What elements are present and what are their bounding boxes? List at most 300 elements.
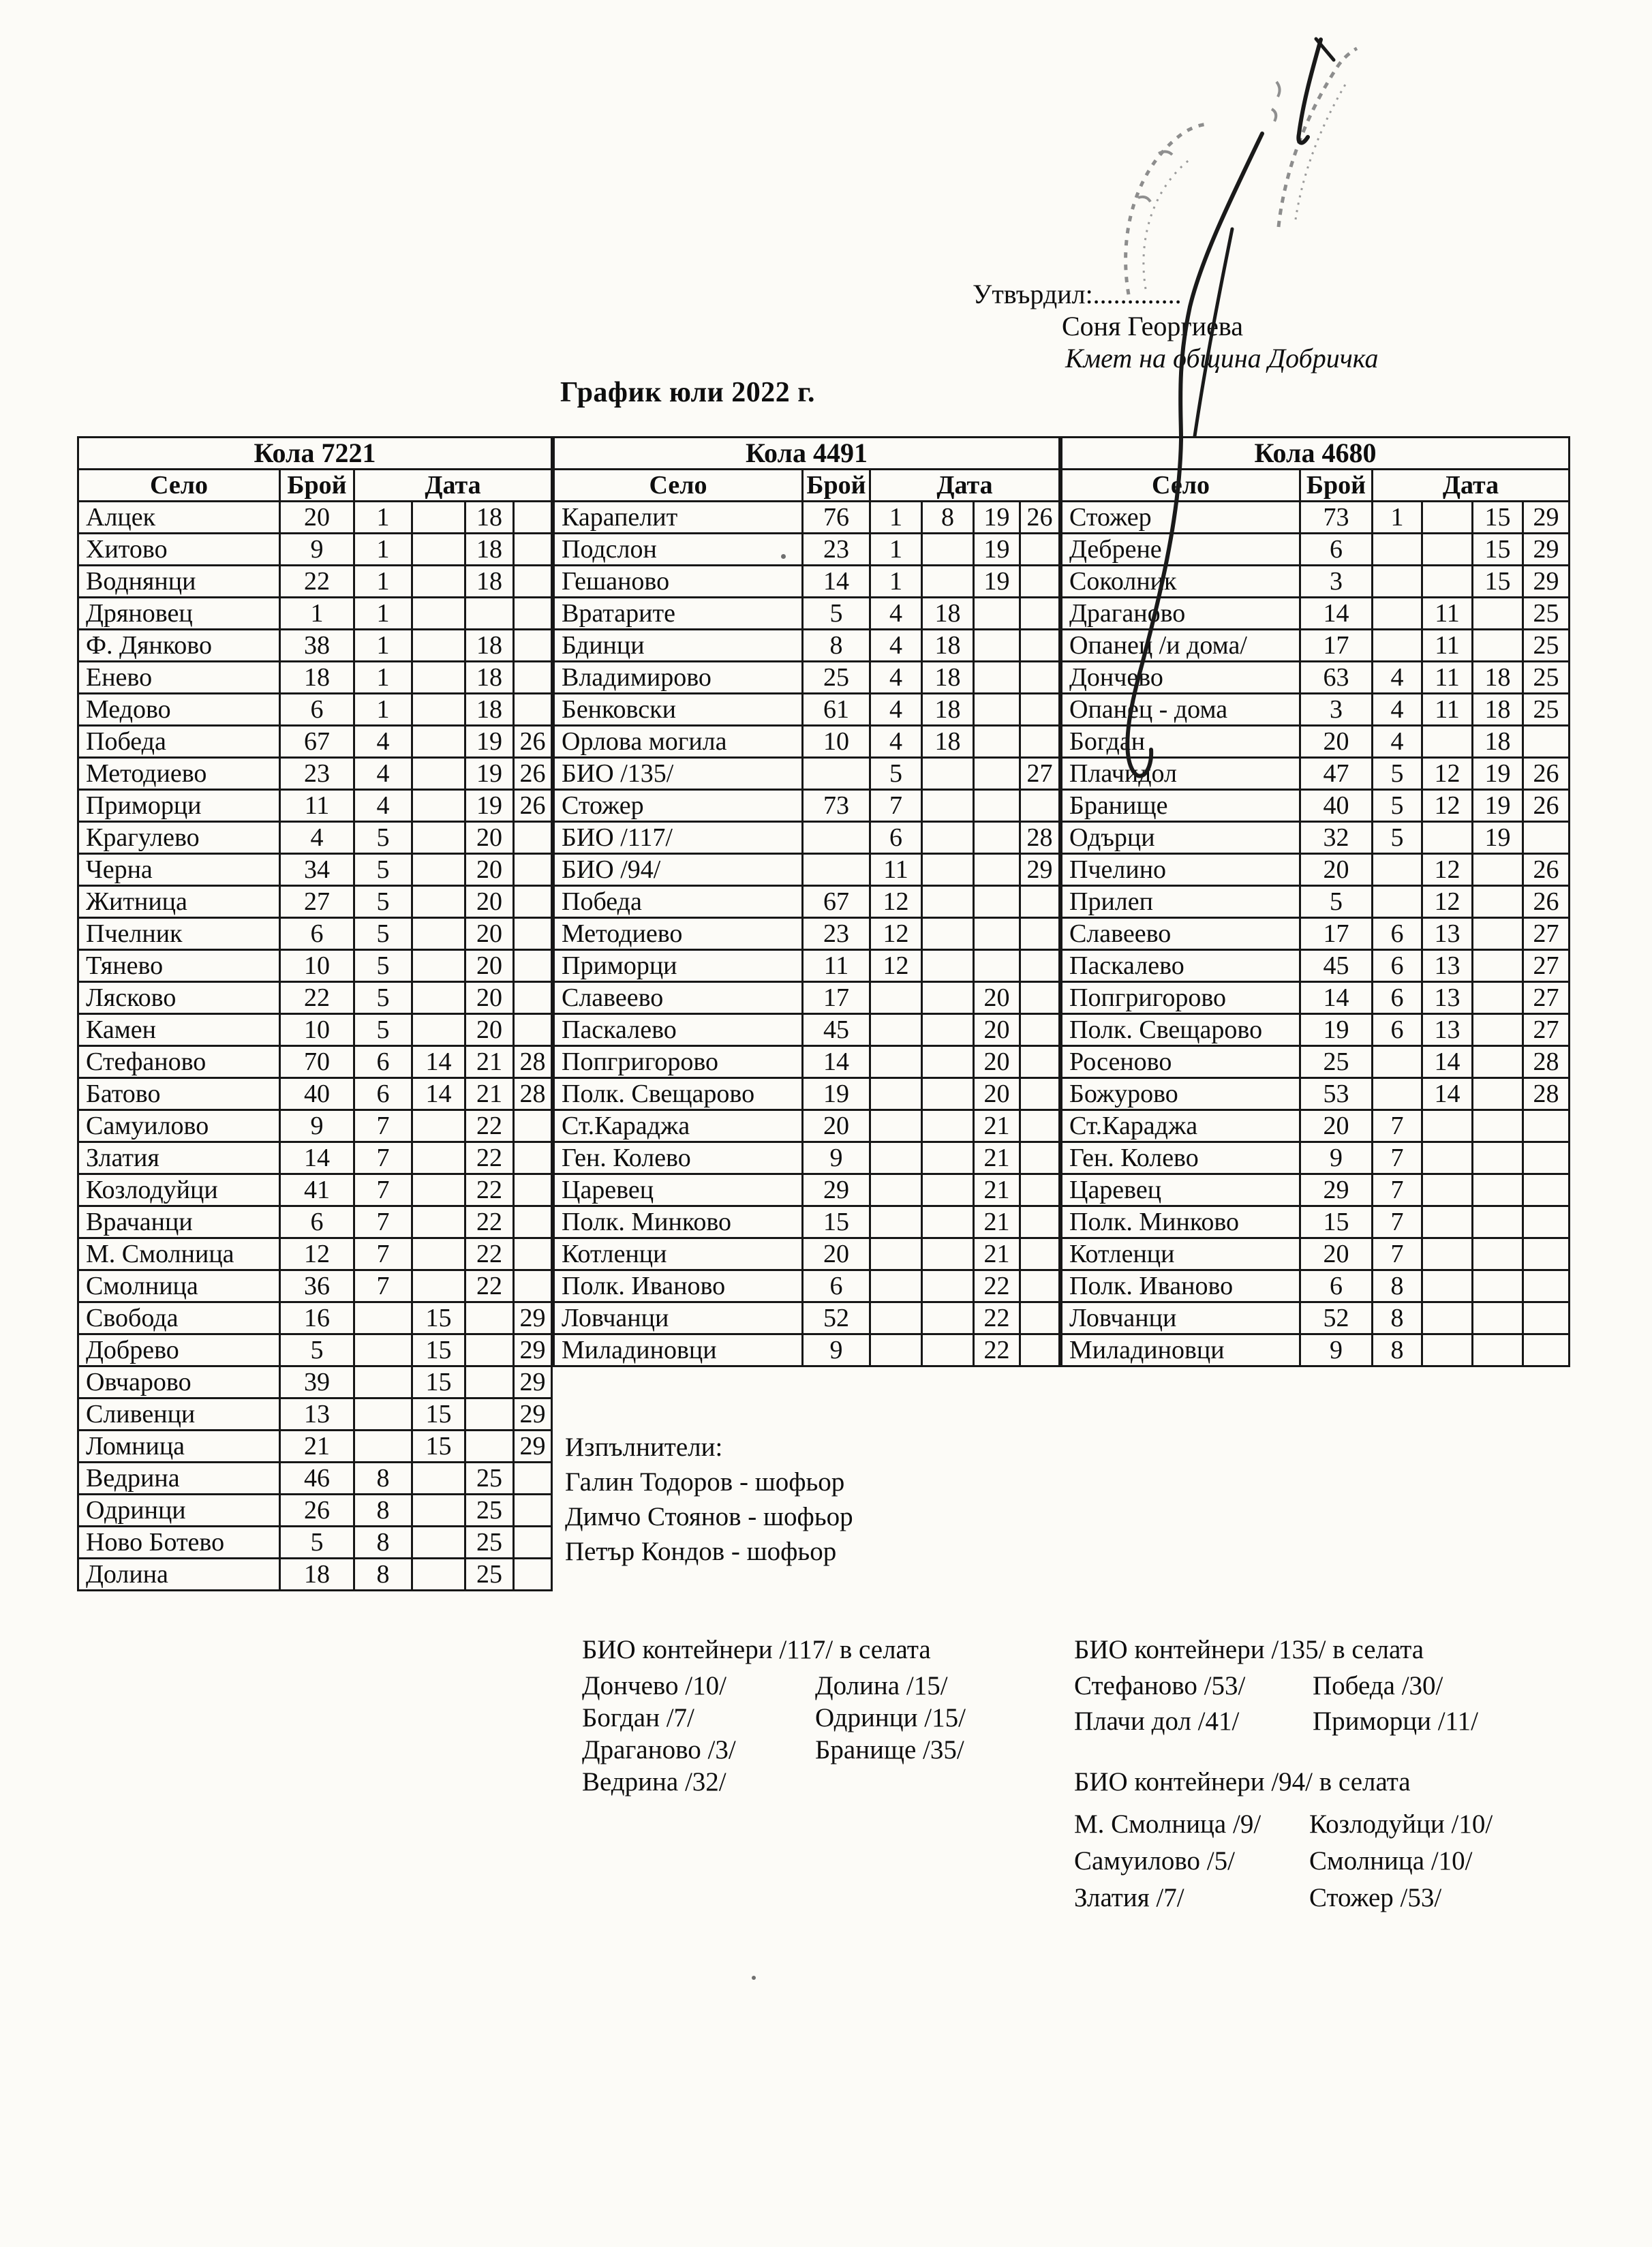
- date-cell: 5: [354, 886, 412, 918]
- date-cell: [514, 502, 552, 534]
- date-cell: [1020, 630, 1060, 662]
- date-cell: [922, 758, 974, 790]
- village-cell: Козлодуйци: [78, 1174, 280, 1206]
- count-cell: 11: [803, 950, 870, 982]
- date-cell: 29: [1523, 534, 1570, 566]
- bio-village-entry: Долина /15/: [815, 1671, 948, 1700]
- village-cell: Богдан: [1062, 726, 1300, 758]
- date-cell: [1373, 630, 1422, 662]
- date-cell: [412, 758, 465, 790]
- date-cell: 18: [1473, 662, 1523, 694]
- table-row: [78, 1206, 552, 1238]
- count-cell: 36: [280, 1270, 354, 1302]
- date-cell: [465, 1431, 514, 1463]
- bio-117-col1: [582, 1670, 736, 1798]
- schedule-tables: [77, 436, 1570, 1591]
- count-cell: 17: [803, 982, 870, 1014]
- date-cell: 25: [465, 1527, 514, 1559]
- date-cell: [1020, 1334, 1060, 1366]
- village-cell: Методиево: [78, 758, 280, 790]
- date-cell: 20: [465, 918, 514, 950]
- date-cell: 11: [1422, 694, 1473, 726]
- table-row: [78, 630, 552, 662]
- count-cell: 14: [803, 566, 870, 598]
- bio-village-entry: Победа /30/: [1313, 1671, 1443, 1700]
- date-cell: [922, 1014, 974, 1046]
- date-cell: 7: [1373, 1238, 1422, 1270]
- village-cell: Врачанци: [78, 1206, 280, 1238]
- village-cell: Ст.Караджа: [1062, 1110, 1300, 1142]
- date-cell: 28: [1020, 822, 1060, 854]
- date-cell: 20: [465, 886, 514, 918]
- table-row: [554, 630, 1060, 662]
- table-row: [1062, 1174, 1570, 1206]
- date-cell: 19: [974, 534, 1020, 566]
- date-cell: [1422, 1110, 1473, 1142]
- table-row: [1062, 1142, 1570, 1174]
- date-cell: [1473, 1206, 1523, 1238]
- date-cell: [1523, 822, 1570, 854]
- date-cell: 1: [354, 662, 412, 694]
- count-cell: 10: [280, 950, 354, 982]
- date-cell: 29: [1523, 502, 1570, 534]
- count-cell: 26: [280, 1495, 354, 1527]
- count-cell: 9: [1300, 1334, 1373, 1366]
- date-cell: [922, 822, 974, 854]
- date-cell: 21: [974, 1206, 1020, 1238]
- date-cell: [412, 1174, 465, 1206]
- village-cell: Черна: [78, 854, 280, 886]
- table-row: [78, 694, 552, 726]
- village-cell: БИО /117/: [554, 822, 803, 854]
- table-row: [78, 790, 552, 822]
- date-cell: [1020, 694, 1060, 726]
- count-cell: 11: [280, 790, 354, 822]
- date-cell: 22: [465, 1142, 514, 1174]
- village-cell: Победа: [554, 886, 803, 918]
- date-cell: 12: [870, 918, 922, 950]
- count-cell: 8: [803, 630, 870, 662]
- signature-stroke-tick: [1316, 39, 1334, 60]
- bio-village-entry: Стожер /53/: [1309, 1883, 1442, 1912]
- date-cell: 20: [465, 982, 514, 1014]
- date-cell: 29: [1523, 566, 1570, 598]
- date-cell: [354, 1334, 412, 1366]
- table-row: [78, 1174, 552, 1206]
- date-cell: 26: [1020, 502, 1060, 534]
- date-cell: [1523, 1206, 1570, 1238]
- executors-label: Изпълнители:: [565, 1433, 723, 1462]
- date-cell: 12: [1422, 854, 1473, 886]
- date-cell: [412, 726, 465, 758]
- date-cell: [354, 1302, 412, 1334]
- date-cell: 8: [922, 502, 974, 534]
- date-cell: [870, 982, 922, 1014]
- village-cell: Методиево: [554, 918, 803, 950]
- date-cell: 25: [1523, 694, 1570, 726]
- date-cell: 27: [1523, 918, 1570, 950]
- date-cell: [1020, 1046, 1060, 1078]
- village-cell: Вратарите: [554, 598, 803, 630]
- date-cell: [1523, 1142, 1570, 1174]
- table-row: [78, 1014, 552, 1046]
- count-cell: 22: [280, 982, 354, 1014]
- date-cell: [922, 1206, 974, 1238]
- date-cell: [412, 1495, 465, 1527]
- date-cell: 21: [974, 1142, 1020, 1174]
- date-cell: 1: [870, 502, 922, 534]
- date-cell: 6: [870, 822, 922, 854]
- date-cell: [1020, 662, 1060, 694]
- date-cell: 13: [1422, 918, 1473, 950]
- date-cell: [1020, 1142, 1060, 1174]
- table-row: [78, 1334, 552, 1366]
- date-cell: [870, 1110, 922, 1142]
- village-cell: Котленци: [554, 1238, 803, 1270]
- date-cell: 29: [514, 1366, 552, 1398]
- column-header-date: Дата: [1373, 470, 1570, 502]
- date-cell: 26: [1523, 758, 1570, 790]
- date-cell: 1: [1373, 502, 1422, 534]
- count-cell: 32: [1300, 822, 1373, 854]
- table-row: [1062, 790, 1570, 822]
- date-cell: 4: [354, 758, 412, 790]
- table-row: [554, 790, 1060, 822]
- date-cell: [412, 630, 465, 662]
- date-cell: [1473, 1334, 1523, 1366]
- date-cell: [412, 534, 465, 566]
- date-cell: [412, 694, 465, 726]
- count-cell: 52: [1300, 1302, 1373, 1334]
- village-cell: Прилеп: [1062, 886, 1300, 918]
- date-cell: 6: [354, 1046, 412, 1078]
- date-cell: [514, 566, 552, 598]
- count-cell: 38: [280, 630, 354, 662]
- date-cell: 26: [1523, 854, 1570, 886]
- village-cell: Бенковски: [554, 694, 803, 726]
- count-cell: 67: [280, 726, 354, 758]
- date-cell: [514, 1463, 552, 1495]
- date-cell: [1373, 854, 1422, 886]
- date-cell: [1422, 822, 1473, 854]
- bio-village-entry: Самуилово /5/: [1074, 1846, 1235, 1876]
- date-cell: [922, 1142, 974, 1174]
- village-cell: Славеево: [1062, 918, 1300, 950]
- count-cell: 9: [280, 1110, 354, 1142]
- bio-village-entry: М. Смолница /9/: [1074, 1809, 1261, 1839]
- date-cell: 15: [412, 1366, 465, 1398]
- date-cell: 5: [354, 918, 412, 950]
- signature-stroke-top: [1298, 40, 1321, 143]
- village-cell: Тянево: [78, 950, 280, 982]
- table-car-title: Кола 7221: [78, 438, 552, 470]
- date-cell: 4: [870, 662, 922, 694]
- table-row: [1062, 1014, 1570, 1046]
- date-cell: 12: [1422, 790, 1473, 822]
- village-cell: Дебрене: [1062, 534, 1300, 566]
- count-cell: 23: [280, 758, 354, 790]
- date-cell: [974, 598, 1020, 630]
- date-cell: [514, 1270, 552, 1302]
- date-cell: 21: [974, 1238, 1020, 1270]
- table-row: [1062, 1206, 1570, 1238]
- table-row: [554, 1046, 1060, 1078]
- count-cell: 18: [280, 662, 354, 694]
- village-cell: Опанец - дома: [1062, 694, 1300, 726]
- date-cell: 15: [1473, 566, 1523, 598]
- village-cell: Попгригорово: [554, 1046, 803, 1078]
- count-cell: 20: [280, 502, 354, 534]
- table-row: [78, 534, 552, 566]
- village-cell: Паскалево: [1062, 950, 1300, 982]
- village-cell: Подслон: [554, 534, 803, 566]
- table-row: [554, 502, 1060, 534]
- village-cell: Бдинци: [554, 630, 803, 662]
- date-cell: [412, 1238, 465, 1270]
- date-cell: 1: [354, 630, 412, 662]
- date-cell: 18: [1473, 694, 1523, 726]
- count-cell: 15: [1300, 1206, 1373, 1238]
- date-cell: 14: [1422, 1078, 1473, 1110]
- date-cell: 26: [514, 758, 552, 790]
- date-cell: 19: [974, 502, 1020, 534]
- date-cell: 4: [870, 598, 922, 630]
- village-cell: Гешаново: [554, 566, 803, 598]
- date-cell: [974, 790, 1020, 822]
- date-cell: 1: [354, 534, 412, 566]
- date-cell: [974, 822, 1020, 854]
- date-cell: [1020, 1078, 1060, 1110]
- table-row: [1062, 726, 1570, 758]
- date-cell: 8: [354, 1495, 412, 1527]
- table-row: [78, 1142, 552, 1174]
- date-cell: 20: [465, 1014, 514, 1046]
- date-cell: 4: [354, 726, 412, 758]
- count-cell: 5: [280, 1334, 354, 1366]
- date-cell: [1020, 1174, 1060, 1206]
- village-cell: Соколник: [1062, 566, 1300, 598]
- date-cell: 26: [514, 790, 552, 822]
- count-cell: 12: [280, 1238, 354, 1270]
- scan-artifact-dot: [752, 1976, 756, 1980]
- date-cell: 22: [465, 1174, 514, 1206]
- date-cell: [412, 1206, 465, 1238]
- count-cell: 39: [280, 1366, 354, 1398]
- column-header-village: Село: [1062, 470, 1300, 502]
- village-cell: Полк. Иваново: [1062, 1270, 1300, 1302]
- executor-name: Петър Кондов - шофьор: [565, 1537, 837, 1566]
- bio-village-entry: Драганово /3/: [582, 1735, 736, 1764]
- date-cell: [1373, 886, 1422, 918]
- date-cell: 19: [465, 726, 514, 758]
- bio-village-entry: Смолница /10/: [1309, 1846, 1473, 1876]
- table-row: [554, 694, 1060, 726]
- count-cell: 19: [803, 1078, 870, 1110]
- date-cell: [412, 854, 465, 886]
- date-cell: [974, 854, 1020, 886]
- date-cell: [514, 630, 552, 662]
- table-row: [78, 1398, 552, 1431]
- date-cell: [514, 598, 552, 630]
- column-header-date: Дата: [354, 470, 552, 502]
- date-cell: 19: [1473, 758, 1523, 790]
- village-cell: Ст.Караджа: [554, 1110, 803, 1142]
- village-cell: Самуилово: [78, 1110, 280, 1142]
- date-cell: 28: [1523, 1046, 1570, 1078]
- date-cell: [1473, 1142, 1523, 1174]
- village-cell: Стожер: [1062, 502, 1300, 534]
- date-cell: [974, 950, 1020, 982]
- date-cell: 27: [1523, 982, 1570, 1014]
- date-cell: 25: [1523, 630, 1570, 662]
- date-cell: 29: [514, 1334, 552, 1366]
- date-cell: 7: [354, 1110, 412, 1142]
- date-cell: [870, 1046, 922, 1078]
- table-row: [1062, 1270, 1570, 1302]
- date-cell: 11: [1422, 630, 1473, 662]
- table-row: [78, 886, 552, 918]
- date-cell: 1: [354, 694, 412, 726]
- table-row: [554, 982, 1060, 1014]
- date-cell: 12: [870, 950, 922, 982]
- date-cell: [922, 886, 974, 918]
- date-cell: [514, 534, 552, 566]
- table-row: [554, 1110, 1060, 1142]
- date-cell: [514, 694, 552, 726]
- village-cell: Божурово: [1062, 1078, 1300, 1110]
- count-cell: [803, 854, 870, 886]
- village-cell: Стожер: [554, 790, 803, 822]
- date-cell: 29: [514, 1302, 552, 1334]
- date-cell: 15: [412, 1398, 465, 1431]
- date-cell: 20: [974, 982, 1020, 1014]
- date-cell: [1473, 918, 1523, 950]
- date-cell: 25: [465, 1495, 514, 1527]
- village-cell: Медово: [78, 694, 280, 726]
- date-cell: [412, 1559, 465, 1591]
- bio-135-col1: [1074, 1668, 1245, 1739]
- date-cell: 7: [354, 1238, 412, 1270]
- date-cell: [412, 566, 465, 598]
- table-row: [1062, 662, 1570, 694]
- date-cell: 18: [465, 662, 514, 694]
- village-cell: Опанец /и дома/: [1062, 630, 1300, 662]
- date-cell: [514, 1527, 552, 1559]
- date-cell: [514, 1238, 552, 1270]
- count-cell: 73: [1300, 502, 1373, 534]
- date-cell: 7: [870, 790, 922, 822]
- date-cell: [922, 1270, 974, 1302]
- date-cell: [870, 1174, 922, 1206]
- date-cell: 4: [354, 790, 412, 822]
- count-cell: 13: [280, 1398, 354, 1431]
- date-cell: [1373, 566, 1422, 598]
- date-cell: [870, 1206, 922, 1238]
- date-cell: [1020, 918, 1060, 950]
- column-header-village: Село: [554, 470, 803, 502]
- date-cell: [870, 1270, 922, 1302]
- count-cell: 61: [803, 694, 870, 726]
- date-cell: 25: [1523, 662, 1570, 694]
- village-cell: Овчарово: [78, 1366, 280, 1398]
- village-cell: Ново Ботево: [78, 1527, 280, 1559]
- count-cell: 23: [803, 918, 870, 950]
- date-cell: 8: [1373, 1302, 1422, 1334]
- date-cell: 6: [1373, 918, 1422, 950]
- count-cell: 70: [280, 1046, 354, 1078]
- date-cell: 21: [974, 1174, 1020, 1206]
- date-cell: [922, 950, 974, 982]
- date-cell: 8: [354, 1559, 412, 1591]
- table-row: [78, 854, 552, 886]
- date-cell: 14: [412, 1078, 465, 1110]
- count-cell: 10: [803, 726, 870, 758]
- date-cell: 15: [412, 1302, 465, 1334]
- village-cell: Дряновец: [78, 598, 280, 630]
- village-cell: Ген. Колево: [554, 1142, 803, 1174]
- bio-village-entry: Стефаново /53/: [1074, 1671, 1246, 1700]
- table-row: [78, 1078, 552, 1110]
- date-cell: 7: [354, 1206, 412, 1238]
- table-row: [554, 566, 1060, 598]
- date-cell: 20: [974, 1014, 1020, 1046]
- table-row: [1062, 822, 1570, 854]
- date-cell: 12: [870, 886, 922, 918]
- table-row: [1062, 534, 1570, 566]
- date-cell: [922, 1110, 974, 1142]
- count-cell: 14: [1300, 982, 1373, 1014]
- village-cell: Владимирово: [554, 662, 803, 694]
- date-cell: 27: [1523, 950, 1570, 982]
- date-cell: [922, 534, 974, 566]
- table-row: [1062, 598, 1570, 630]
- date-cell: [354, 1398, 412, 1431]
- village-cell: Царевец: [554, 1174, 803, 1206]
- count-cell: 10: [280, 1014, 354, 1046]
- bio-section-94: [1074, 1767, 1493, 1912]
- table-row: [1062, 758, 1570, 790]
- column-header-village: Село: [78, 470, 280, 502]
- date-cell: [412, 1463, 465, 1495]
- village-cell: Житница: [78, 886, 280, 918]
- table-row: [1062, 1078, 1570, 1110]
- date-cell: [514, 918, 552, 950]
- village-cell: Пчелник: [78, 918, 280, 950]
- count-cell: [803, 822, 870, 854]
- date-cell: 14: [412, 1046, 465, 1078]
- date-cell: [412, 886, 465, 918]
- table-row: [1062, 854, 1570, 886]
- schedule-table-kola-7221: [77, 436, 553, 1591]
- date-cell: [922, 1238, 974, 1270]
- column-header-count: Брой: [1300, 470, 1373, 502]
- count-cell: 1: [280, 598, 354, 630]
- count-cell: 14: [280, 1142, 354, 1174]
- table-row: [554, 918, 1060, 950]
- schedule-table-kola-4491: [553, 436, 1060, 1367]
- count-cell: 76: [803, 502, 870, 534]
- table-row: [554, 1238, 1060, 1270]
- table-row: [1062, 566, 1570, 598]
- date-cell: 8: [354, 1463, 412, 1495]
- date-cell: 18: [465, 566, 514, 598]
- date-cell: [514, 1559, 552, 1591]
- date-cell: [412, 502, 465, 534]
- count-cell: 6: [1300, 534, 1373, 566]
- date-cell: [412, 1270, 465, 1302]
- date-cell: 8: [354, 1527, 412, 1559]
- date-cell: 26: [514, 726, 552, 758]
